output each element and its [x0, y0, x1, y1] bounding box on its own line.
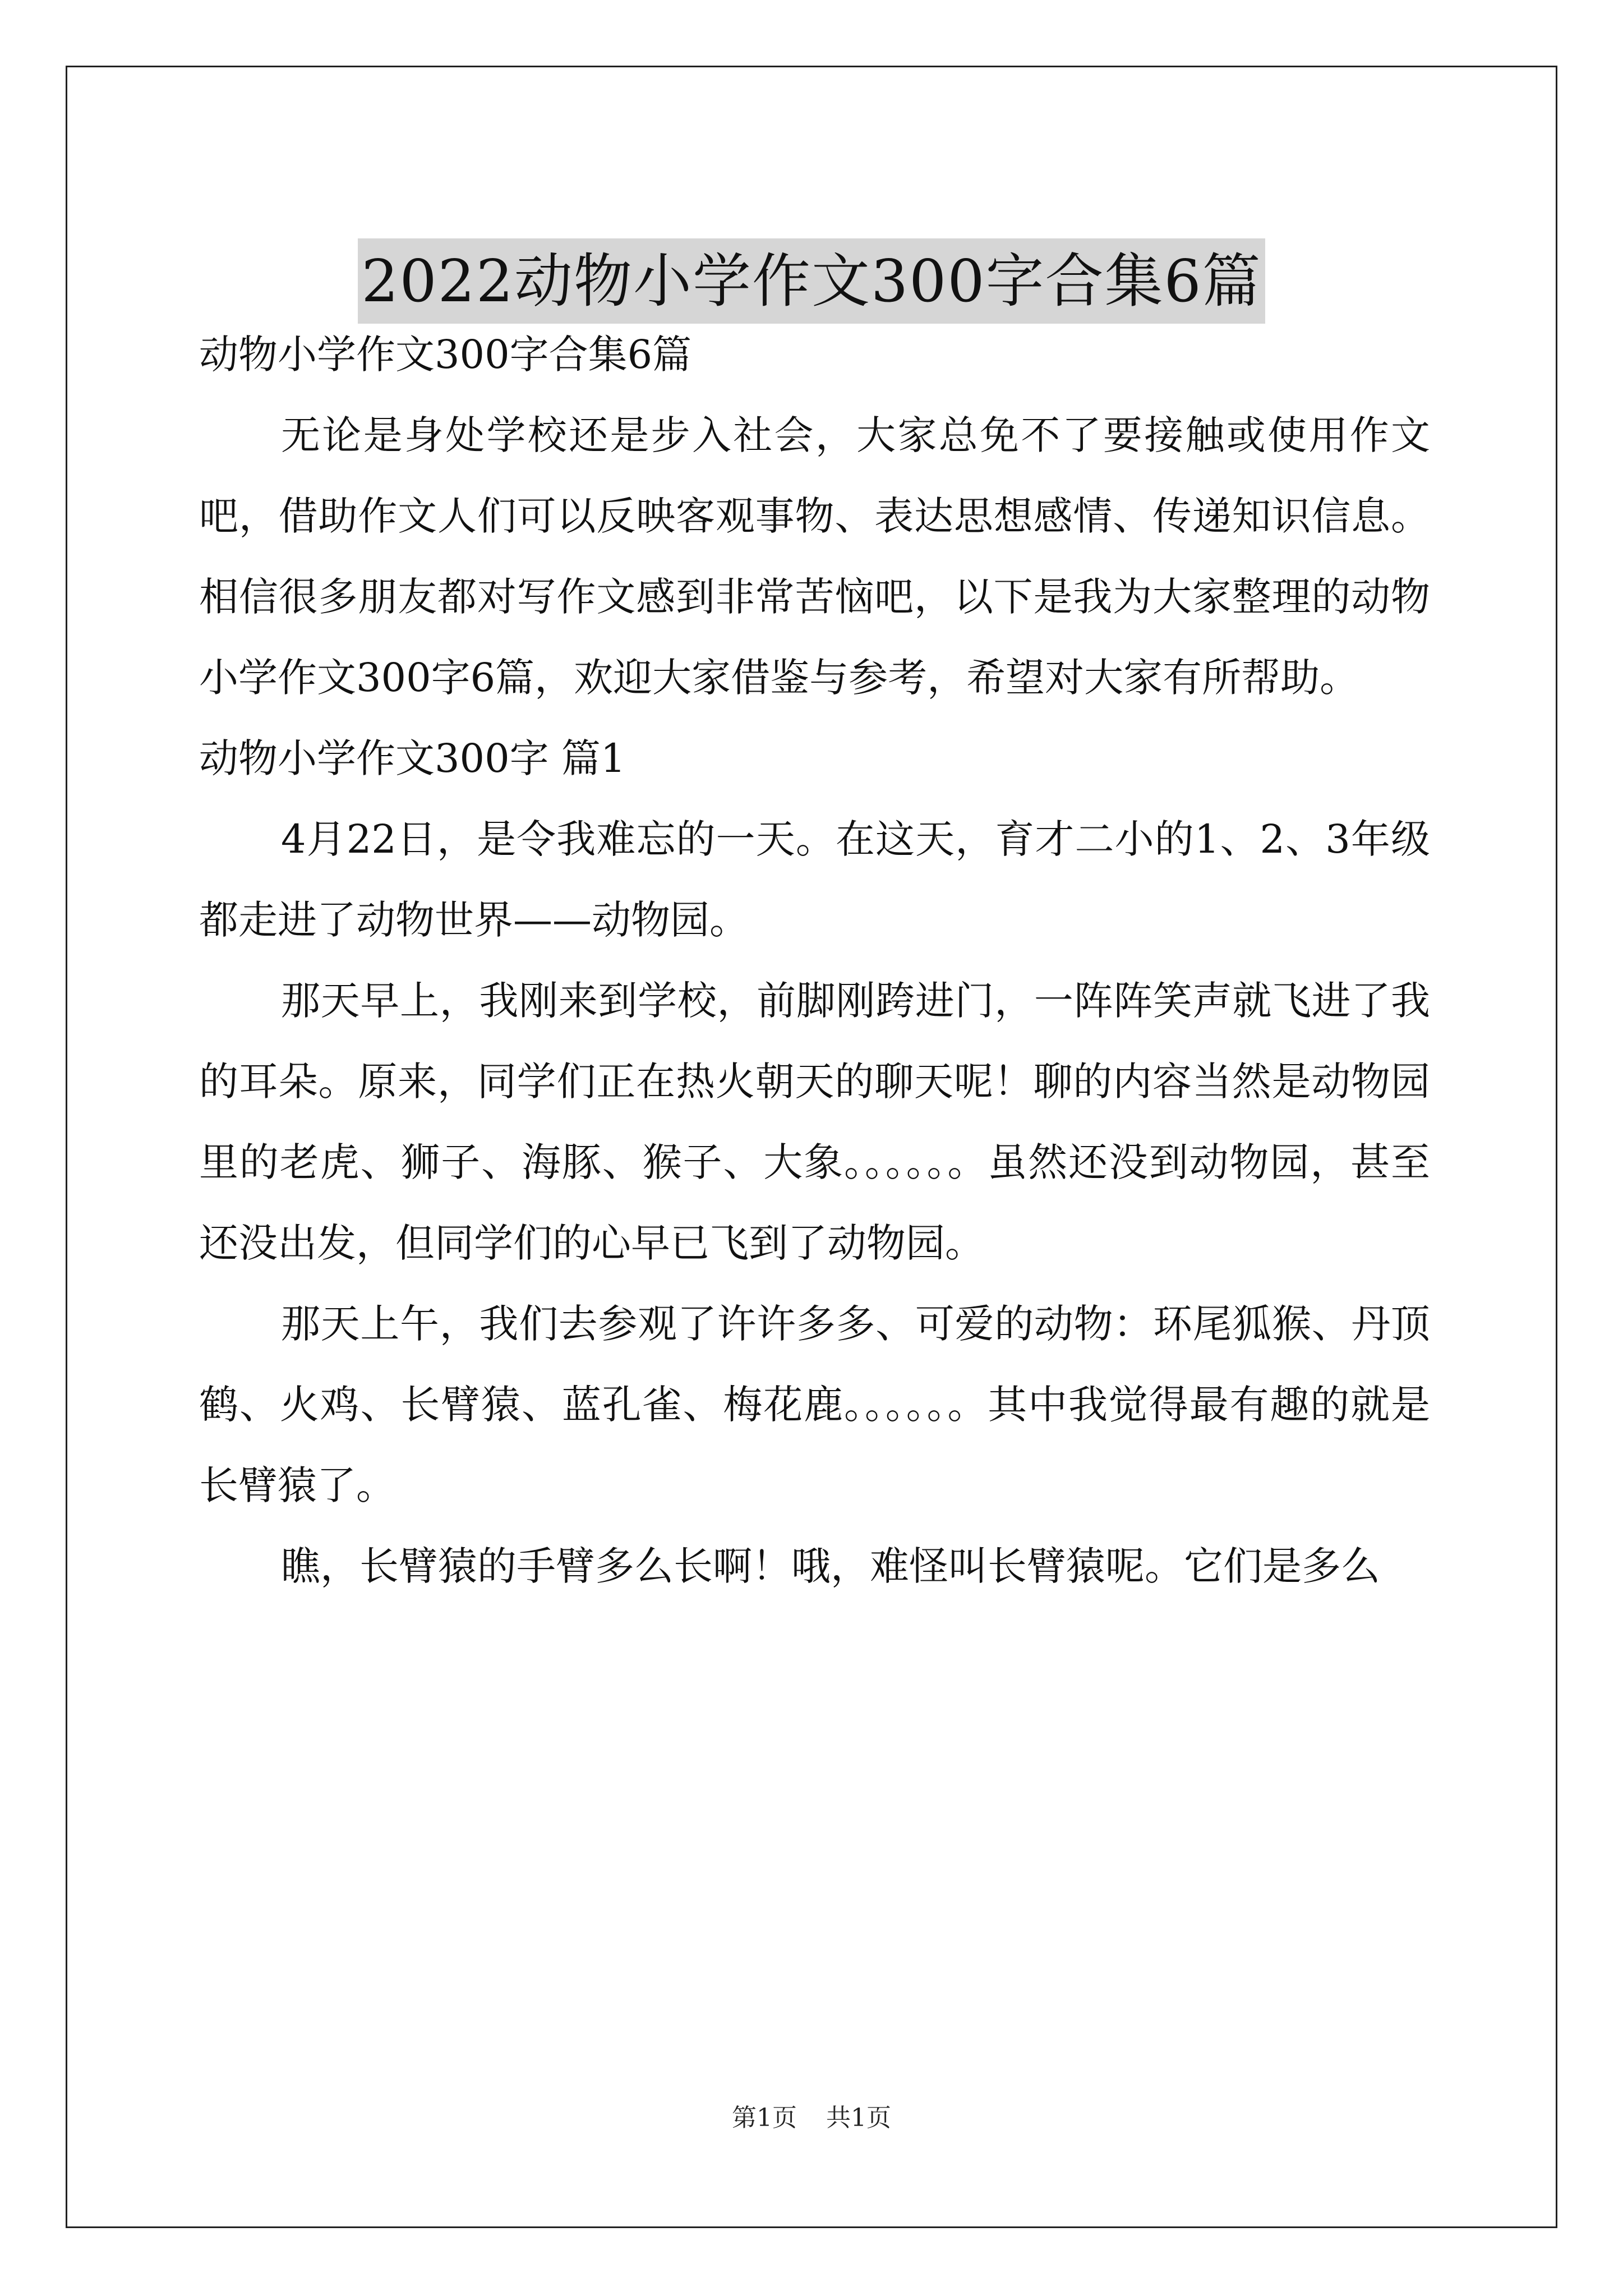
body-paragraph: 那天早上，我刚来到学校，前脚刚跨进门，一阵阵笑声就飞进了我的耳朵。原来，同学们正在热火朝天的聊天呢！聊的内容当然是动物园里的老虎、狮子、海豚、猴子、大象。。。。。。虽然还没到动物园，甚至还没出发，但同学们的心早已飞到了动物园。 [199, 978, 1430, 1266]
page-footer [0, 2102, 1623, 2134]
page-number: 第1页 [732, 2104, 797, 2132]
document-title: 2022动物小学作文300字合集6篇 [358, 238, 1265, 324]
page-total: 共1页 [826, 2104, 891, 2132]
section-heading: 动物小学作文300字 篇1 [199, 735, 626, 781]
body-paragraph: 那天上午，我们去参观了许许多多、可爱的动物：环尾狐猴、丹顶鹤、火鸡、长臂猿、蓝孔雀、梅花鹿。。。。。。其中我觉得最有趣的就是长臂猿了。 [199, 1301, 1430, 1508]
body-paragraph: 4月22日，是令我难忘的一天。在这天，育才二小的1、2、3年级都走进了动物世界——动物园。 [199, 816, 1430, 943]
document-body [199, 314, 1430, 1607]
subtitle-paragraph: 动物小学作文300字合集6篇 [199, 332, 692, 378]
intro-paragraph: 无论是身处学校还是步入社会，大家总免不了要接触或使用作文吧，借助作文人们可以反映客观事物、表达思想感情、传递知识信息。相信很多朋友都对写作文感到非常苦恼吧，以下是我为大家整理的动物小学作文300字6篇，欢迎大家借鉴与参考，希望对大家有所帮助。 [199, 412, 1430, 701]
body-paragraph: 瞧，长臂猿的手臂多么长啊！哦，难怪叫长臂猿呢。它们是多么 [281, 1543, 1380, 1589]
